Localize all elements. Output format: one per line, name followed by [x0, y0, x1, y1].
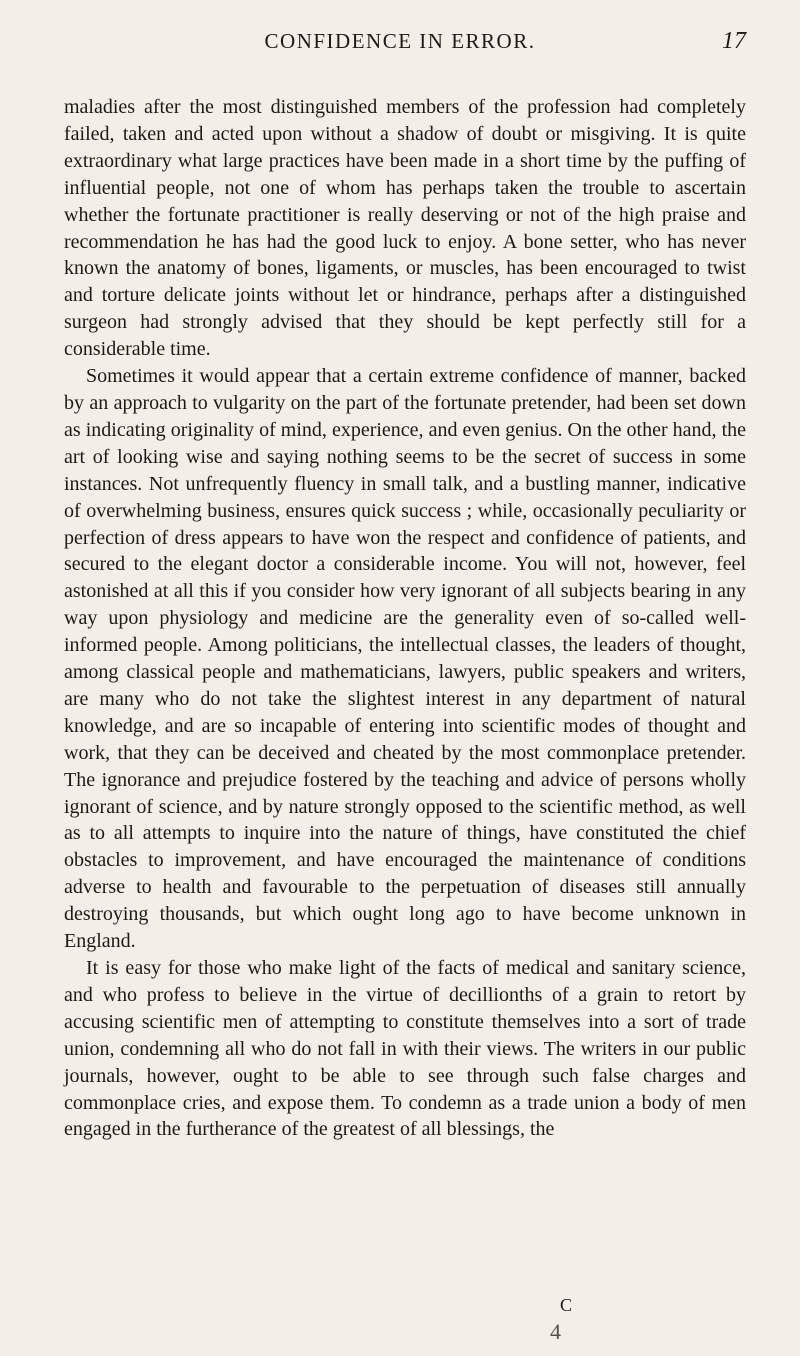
signature-mark: C [560, 1295, 573, 1315]
bottom-mark: 4 [550, 1319, 561, 1344]
paragraph: It is easy for those who make light of the facts of medical and sanitary science, and who profess to believe in the virtue of decillionths of a grain to retort by accusing scientific men of attempting to constitute themselves into a sort of trade union, condemning all who do not fall in with their views. The writers in our public journals, however, ought to be able to see through such false charges and commonplace cries, and expose them. To condemn as a trade union a body of men engaged in the furtherance of the greatest of all blessings, the [64, 957, 746, 1141]
paragraph: maladies after the most distinguished members of the profession had completely failed, taken and acted upon without a shadow of doubt or misgiving. It is quite extraordinary what large practices have been made in a short time by the puffing of influential people, not one of whom has perhaps taken the trouble to ascertain whether the fortunate practitioner is really deserving or not of the high praise and recommendation he has had the good luck to enjoy. A bone setter, who has never known the anatomy of bones, ligaments, or muscles, has been encouraged to twist and torture delicate joints without let or hindrance, perhaps after a distinguished surgeon had strongly advised that they should be kept perfectly still for a considerable time. [64, 96, 746, 361]
body-text [64, 94, 746, 1143]
page-number: 17 [722, 28, 746, 54]
running-head: CONFIDENCE IN ERROR. [264, 29, 536, 53]
page-header [0, 26, 800, 60]
paragraph: Sometimes it would appear that a certain extreme confidence of manner, backed by an approach to vulgarity on the part of the fortunate pretender, had been set down as indicating originality of mind, experience, and even genius. On the other hand, the art of looking wise and saying nothing seems to be the secret of success in some instances. Not unfrequently fluency in small talk, and a bustling manner, indicative of overwhelming business, ensures quick success ; while, occasionally peculiarity or perfection of dress appears to have won the respect and confidence of patients, and secured to the elegant doctor a considerable income. You will not, however, feel astonished at all this if you consider how very ignorant of all subjects bearing in any way upon physiology and medicine are the generality even of so-called well-informed people. Among politicians, the intellectual classes, the leaders of thought, among classical people and mathematicians, lawyers, public speakers and writers, are many who do not take the slightest interest in any department of natural knowledge, and are so incapable of entering into scientific modes of thought and work, that they can be deceived and cheated by the most commonplace pretender. The ignorance and prejudice fostered by the teaching and advice of persons wholly ignorant of science, and by nature strongly opposed to the scientific method, as well as to all attempts to inquire into the nature of things, have constituted the chief obstacles to improvement, and have encouraged the maintenance of conditions adverse to health and favourable to the perpetuation of diseases still annually destroying thousands, but which ought long ago to have become unknown in England. [64, 365, 746, 953]
